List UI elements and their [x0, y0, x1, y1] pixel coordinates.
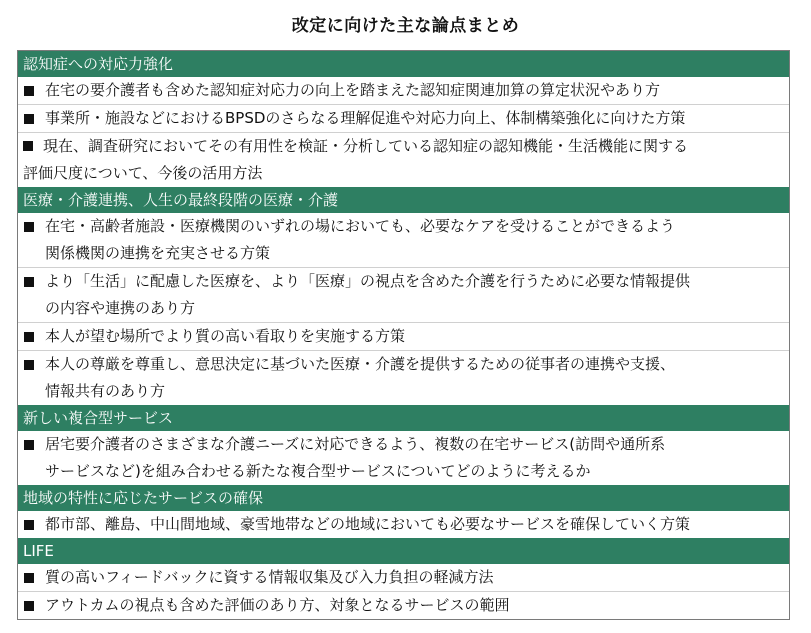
page-title: 改定に向けた主な論点まとめ [291, 16, 520, 36]
square-bullet-icon [24, 520, 34, 530]
item-text: より「生活」に配慮した医療を、より「医療」の視点を含めた介護を行うために必要な情報提供 [45, 272, 691, 290]
item-text-continued: 評価尺度について、今後の活用方法 [23, 164, 263, 182]
section-header-life: LIFE [18, 538, 789, 564]
list-item [18, 564, 789, 592]
item-text-line: 現在、調査研究においてその有用性を検証・分析している認知症の認知機能・生活機能に関する [43, 137, 689, 155]
item-text [23, 133, 783, 160]
square-bullet-icon [24, 601, 34, 611]
section-body-medical-care [18, 213, 789, 405]
item-text-continued: 情報共有のあり方 [45, 382, 166, 400]
list-item [18, 351, 789, 405]
item-text: 事業所・施設などにおけるBPSDのさらなる理解促進や対応力向上、体制構築強化に向けた方策 [45, 109, 686, 127]
item-text: 質の高いフィードバックに資する情報収集及び入力負担の軽減方法 [45, 568, 494, 586]
item-text: 本人が望む場所でより質の高い看取りを実施する方策 [45, 327, 406, 345]
section-body-regional [18, 511, 789, 538]
item-text-continued: サービスなど)を組み合わせる新たな複合型サービスについてどのように考えるか [45, 462, 591, 480]
square-bullet-icon [24, 573, 34, 583]
list-item [18, 268, 789, 323]
section-body-new-services [18, 431, 789, 485]
item-text: 本人の尊厳を尊重し、意思決定に基づいた医療・介護を提供するための従事者の連携や支援、 [45, 355, 676, 373]
item-text: 都市部、離島、中山間地域、豪雪地帯などの地域においても必要なサービスを確保していく方策 [45, 515, 691, 533]
section-header-dementia: 認知症への対応力強化 [18, 51, 789, 77]
list-item [18, 133, 789, 187]
summary-table [17, 50, 790, 620]
square-bullet-icon [24, 360, 34, 370]
section-body-dementia [18, 77, 789, 187]
section-header-regional: 地域の特性に応じたサービスの確保 [18, 485, 789, 511]
item-text: 在宅・高齢者施設・医療機関のいずれの場においても、必要なケアを受けることができるよう [45, 217, 676, 235]
square-bullet-icon [24, 440, 34, 450]
list-item [18, 77, 789, 105]
list-item [18, 213, 789, 268]
square-bullet-icon [24, 114, 34, 124]
section-header-new-services: 新しい複合型サービス [18, 405, 789, 431]
item-text: アウトカムの視点も含めた評価のあり方、対象となるサービスの範囲 [45, 596, 510, 614]
item-text: 在宅の要介護者も含めた認知症対応力の向上を踏まえた認知症関連加算の算定状況やあり方 [45, 81, 661, 99]
square-bullet-icon [24, 222, 34, 232]
list-item [18, 323, 789, 351]
list-item [18, 431, 789, 485]
item-text-continued: 関係機関の連携を充実させる方策 [45, 244, 271, 262]
square-bullet-icon [24, 332, 34, 342]
square-bullet-icon [24, 86, 34, 96]
square-bullet-icon [23, 141, 33, 151]
item-text-continued: の内容や連携のあり方 [45, 299, 196, 317]
list-item [18, 592, 789, 619]
item-text: 居宅要介護者のさまざまな介護ニーズに対応できるよう、複数の在宅サービス(訪問や通所系 [45, 435, 666, 453]
square-bullet-icon [24, 277, 34, 287]
section-header-medical-care: 医療・介護連携、人生の最終段階の医療・介護 [18, 187, 789, 213]
section-body-life [18, 564, 789, 619]
list-item [18, 105, 789, 133]
list-item [18, 511, 789, 538]
